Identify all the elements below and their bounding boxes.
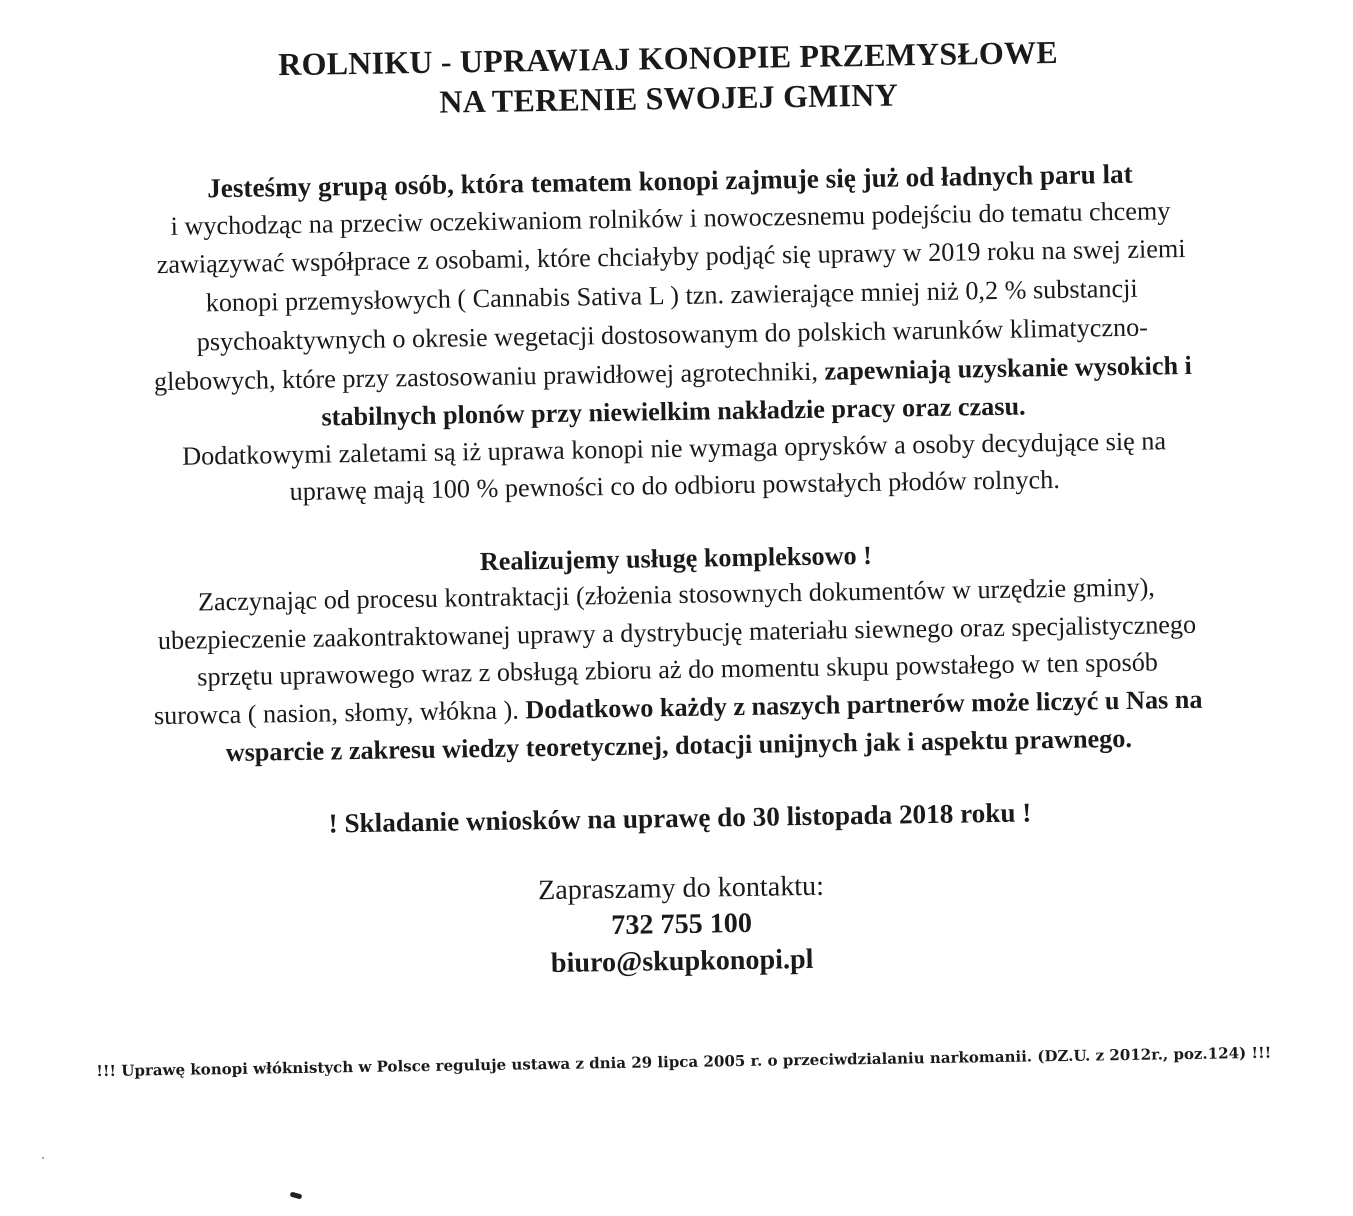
deadline-notice: ! Skladanie wniosków na uprawę do 30 listopada 2018 roku ! (328, 797, 1032, 839)
intro-line-9: uprawę mają 100 % pewności co do odbioru powstałych płodów rolnych. (289, 464, 1060, 507)
contact-email: biuro@skupkonopi.pl (550, 943, 814, 980)
intro-line-1: Jesteśmy grupą osób, która tematem konopi zajmuje się już od ładnych paru lat (206, 158, 1133, 204)
intro-line-3: zawiązywać współprace z osobami, które chciałyby podjąć się uprawy w 2019 roku na swej ziemi (156, 233, 1186, 280)
service-line-2: ubezpieczenie zaakontraktowanej uprawy a dystrybucję materiału siewnego oraz specjalistycznego (157, 609, 1197, 656)
legal-footnote: !!! Uprawę konopi włóknistych w Polsce reguluje ustawa z dnia 29 lipca 2005 r. o przeciwdzialaniu narkomanii. (DZ.U. z 2012r., poz.124) !!! (96, 1043, 1272, 1081)
title-line-1: ROLNIKU - UPRAWIAJ KONOPIE PRZEMYSŁOWE (277, 33, 1059, 83)
service-line-4-bold: Dodatkowo każdy z naszych partnerów może liczyć u Nas na (525, 684, 1203, 725)
intro-line-6-normal: glebowych, które przy zastosowaniu prawidłowej agrotechniki, (153, 356, 825, 397)
intro-line-6-bold: zapewniają uzyskanie wysokich i (824, 350, 1193, 386)
intro-line-7: stabilnych plonów przy niewielkim nakładzie pracy oraz czasu. (321, 391, 1026, 432)
title-line-2: NA TERENIE SWOJEJ GMINY (439, 76, 899, 120)
intro-line-2: i wychodząc na przeciw oczekiwaniom rolników i nowoczesnemu podejściu do tematu chcemy (170, 196, 1171, 241)
contact-label: Zapraszamy do kontaktu: (537, 870, 825, 907)
intro-line-4: konopi przemysłowych ( Cannabis Sativa L ) tzn. zawierające mniej niż 0,2 % substancji (205, 273, 1138, 318)
contact-phone: 732 755 100 (611, 907, 753, 942)
intro-line-8: Dodatkowymi zaletami są iż uprawa konopi nie wymaga oprysków a osoby decydujące się na (181, 426, 1167, 471)
service-heading: Realizujemy usługę kompleksowo ! (479, 540, 873, 577)
scan-dot (42, 1157, 44, 1159)
intro-line-5: psychoaktywnych o okresie wegetacji dostosowanym do polskich warunków klimatyczno- (196, 312, 1149, 357)
service-line-4-normal: surowca ( nasion, słomy, włókna ). (153, 695, 526, 731)
service-line-3: sprzętu uprawowego wraz z obsługą zbioru aż do momentu skupu powstałego w ten sposób (197, 647, 1159, 692)
service-line-1: Zaczynając od procesu kontraktacji (złożenia stosownych dokumentów w urzędzie gminy), (197, 572, 1156, 617)
service-line-5: wsparcie z zakresu wiedzy teoretycznej, dotacji unijnych jak i aspektu prawnego. (225, 723, 1133, 768)
